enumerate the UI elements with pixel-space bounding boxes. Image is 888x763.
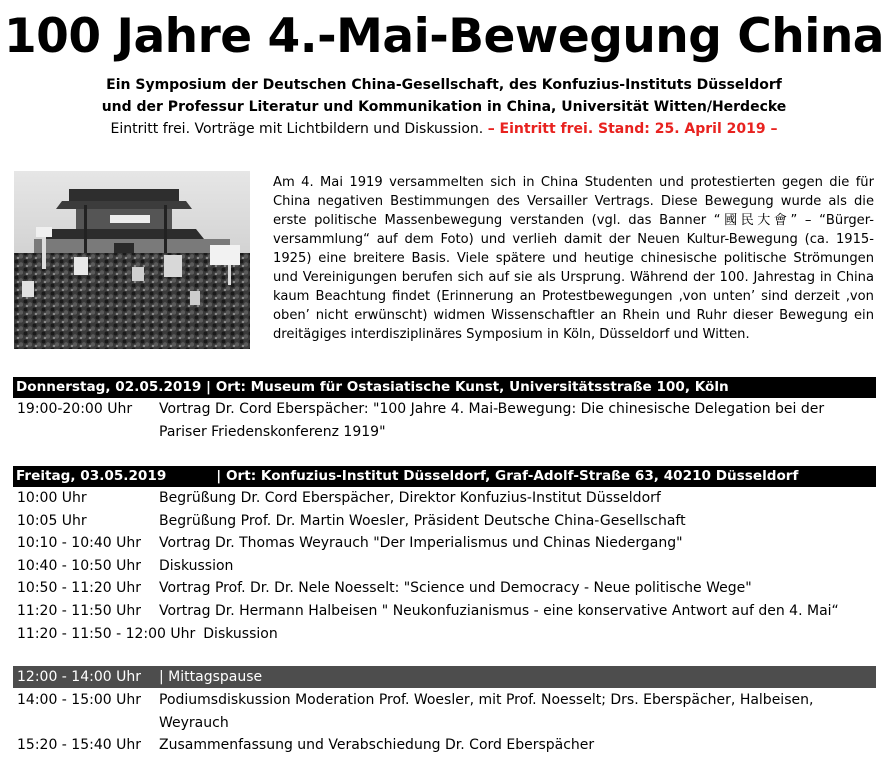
info-status: – Eintritt frei. Stand: 25. April 2019 – [487, 121, 778, 137]
row-desc: Diskussion [203, 625, 278, 642]
row-time: 10:00 Uhr [17, 490, 87, 506]
schedule-row [17, 600, 876, 623]
schedule-row [17, 398, 876, 443]
lunch-bar [13, 666, 876, 688]
schedule-row [17, 532, 876, 555]
row-time: 14:00 - 15:00 Uhr [17, 692, 141, 708]
subtitle-line-1: Ein Symposium der Deutschen China-Gesellschaft, des Konfuzius-Instituts Düsseldorf [106, 77, 782, 93]
lunch-label: | Mittagspause [159, 669, 263, 685]
info-text: Eintritt frei. Vorträge mit Lichtbildern und Diskussion. [110, 121, 484, 137]
historic-photo [14, 171, 250, 349]
schedule-row [17, 577, 876, 600]
row-desc: Podiumsdiskussion Moderation Prof. Woesler, mit Prof. Noesselt; Drs. Eberspächer, Halbeisen, Weyrauch [159, 692, 814, 731]
row-time: 10:50 - 11:20 Uhr [17, 580, 141, 597]
day2-header [13, 466, 876, 487]
day1-header: Donnerstag, 02.05.2019 | Ort: Museum für Ostasiatische Kunst, Universitätsstraße 100, Köln [13, 377, 876, 398]
day2-location: | Ort: Konfuzius-Institut Düsseldorf, Graf-Adolf-Straße 63, 40210 Düsseldorf [216, 468, 799, 484]
row-desc: Begrüßung Prof. Dr. Martin Woesler, Präsident Deutsche China-Gesellschaft [159, 512, 686, 529]
row-time: 11:20 - 11:50 Uhr [17, 602, 141, 619]
row-desc: Vortrag Dr. Hermann Halbeisen " Neukonfuzianismus - eine konservative Antwort auf den 4. Mai“ [159, 602, 839, 619]
info-line [0, 118, 888, 140]
row-desc: Vortrag Prof. Dr. Dr. Nele Noesselt: "Science und Democracy - Neue politische Wege" [159, 580, 752, 597]
row-desc: Begrüßung Dr. Cord Eberspächer, Direktor Konfuzius-Institut Düsseldorf [159, 490, 661, 506]
row-time: 10:40 - 10:50 Uhr [17, 557, 141, 574]
schedule-row [17, 734, 876, 757]
subtitle-line-2: und der Professur Literatur und Kommunikation in China, Universität Witten/Herdecke [101, 99, 787, 115]
row-desc: Vortrag Dr. Thomas Weyrauch "Der Imperialismus und Chinas Niedergang" [159, 535, 683, 552]
row-time: 11:20 - 11:50 - 12:00 Uhr [17, 625, 196, 642]
symposium-flyer [0, 10, 888, 763]
page-title: 100 Jahre 4.-Mai-Bewegung China [3, 9, 885, 64]
day2-date: Freitag, 03.05.2019 [16, 468, 167, 484]
day2-afternoon-schedule [17, 689, 876, 757]
row-time: 19:00-20:00 Uhr [17, 401, 133, 417]
row-time: 10:05 Uhr [17, 512, 87, 529]
row-time: 10:10 - 10:40 Uhr [17, 535, 141, 552]
row-desc: Zusammenfassung und Verabschiedung Dr. Cord Eberspächer [159, 737, 595, 754]
lunch-time: 12:00 - 14:00 Uhr [17, 669, 141, 685]
schedule-row [17, 487, 876, 510]
day2-schedule [17, 487, 876, 645]
row-time: 15:20 - 15:40 Uhr [17, 737, 141, 754]
schedule-row [17, 555, 876, 578]
schedule-row [17, 623, 876, 646]
day1-schedule [17, 398, 876, 443]
schedule-row [17, 689, 876, 734]
row-desc: Vortrag Dr. Cord Eberspächer: "100 Jahre 4. Mai-Bewegung: Die chinesische Delegation bei der Pariser Friedenskonferenz 1919" [159, 401, 825, 440]
schedule-row [17, 510, 876, 533]
row-desc: Diskussion [159, 557, 234, 574]
intro-paragraph: Am 4. Mai 1919 versammelten sich in China Studenten und protestierten gegen die für China negativen Bestimmungen des Versailler Vertrags. Diese Bewegung wurde als die erste politische Massenbewegung verstanden (vgl. das Banner “國民大會” – “Bürger-versammlung“ auf dem Foto) und verlieh damit der Neuen Kultur-Bewegung (ca. 1915-1925) eine breitere Basis. Viele spätere und heutige chinesische politische Strömungen und Vereinigungen berufen sich auf sie als Ursprung. Während der 100. Jahrestag in China kaum Beachtung findet (Erinnerung an Protestbewegungen ‚von unten’ sind derzeit ‚von oben’ nicht erwünscht) widmen Wissenschaftler an Rhein und Ruhr dieser Bewegung ein dreitägiges interdisziplinäres Symposium in Köln, Düsseldorf und Witten. [273, 175, 874, 342]
